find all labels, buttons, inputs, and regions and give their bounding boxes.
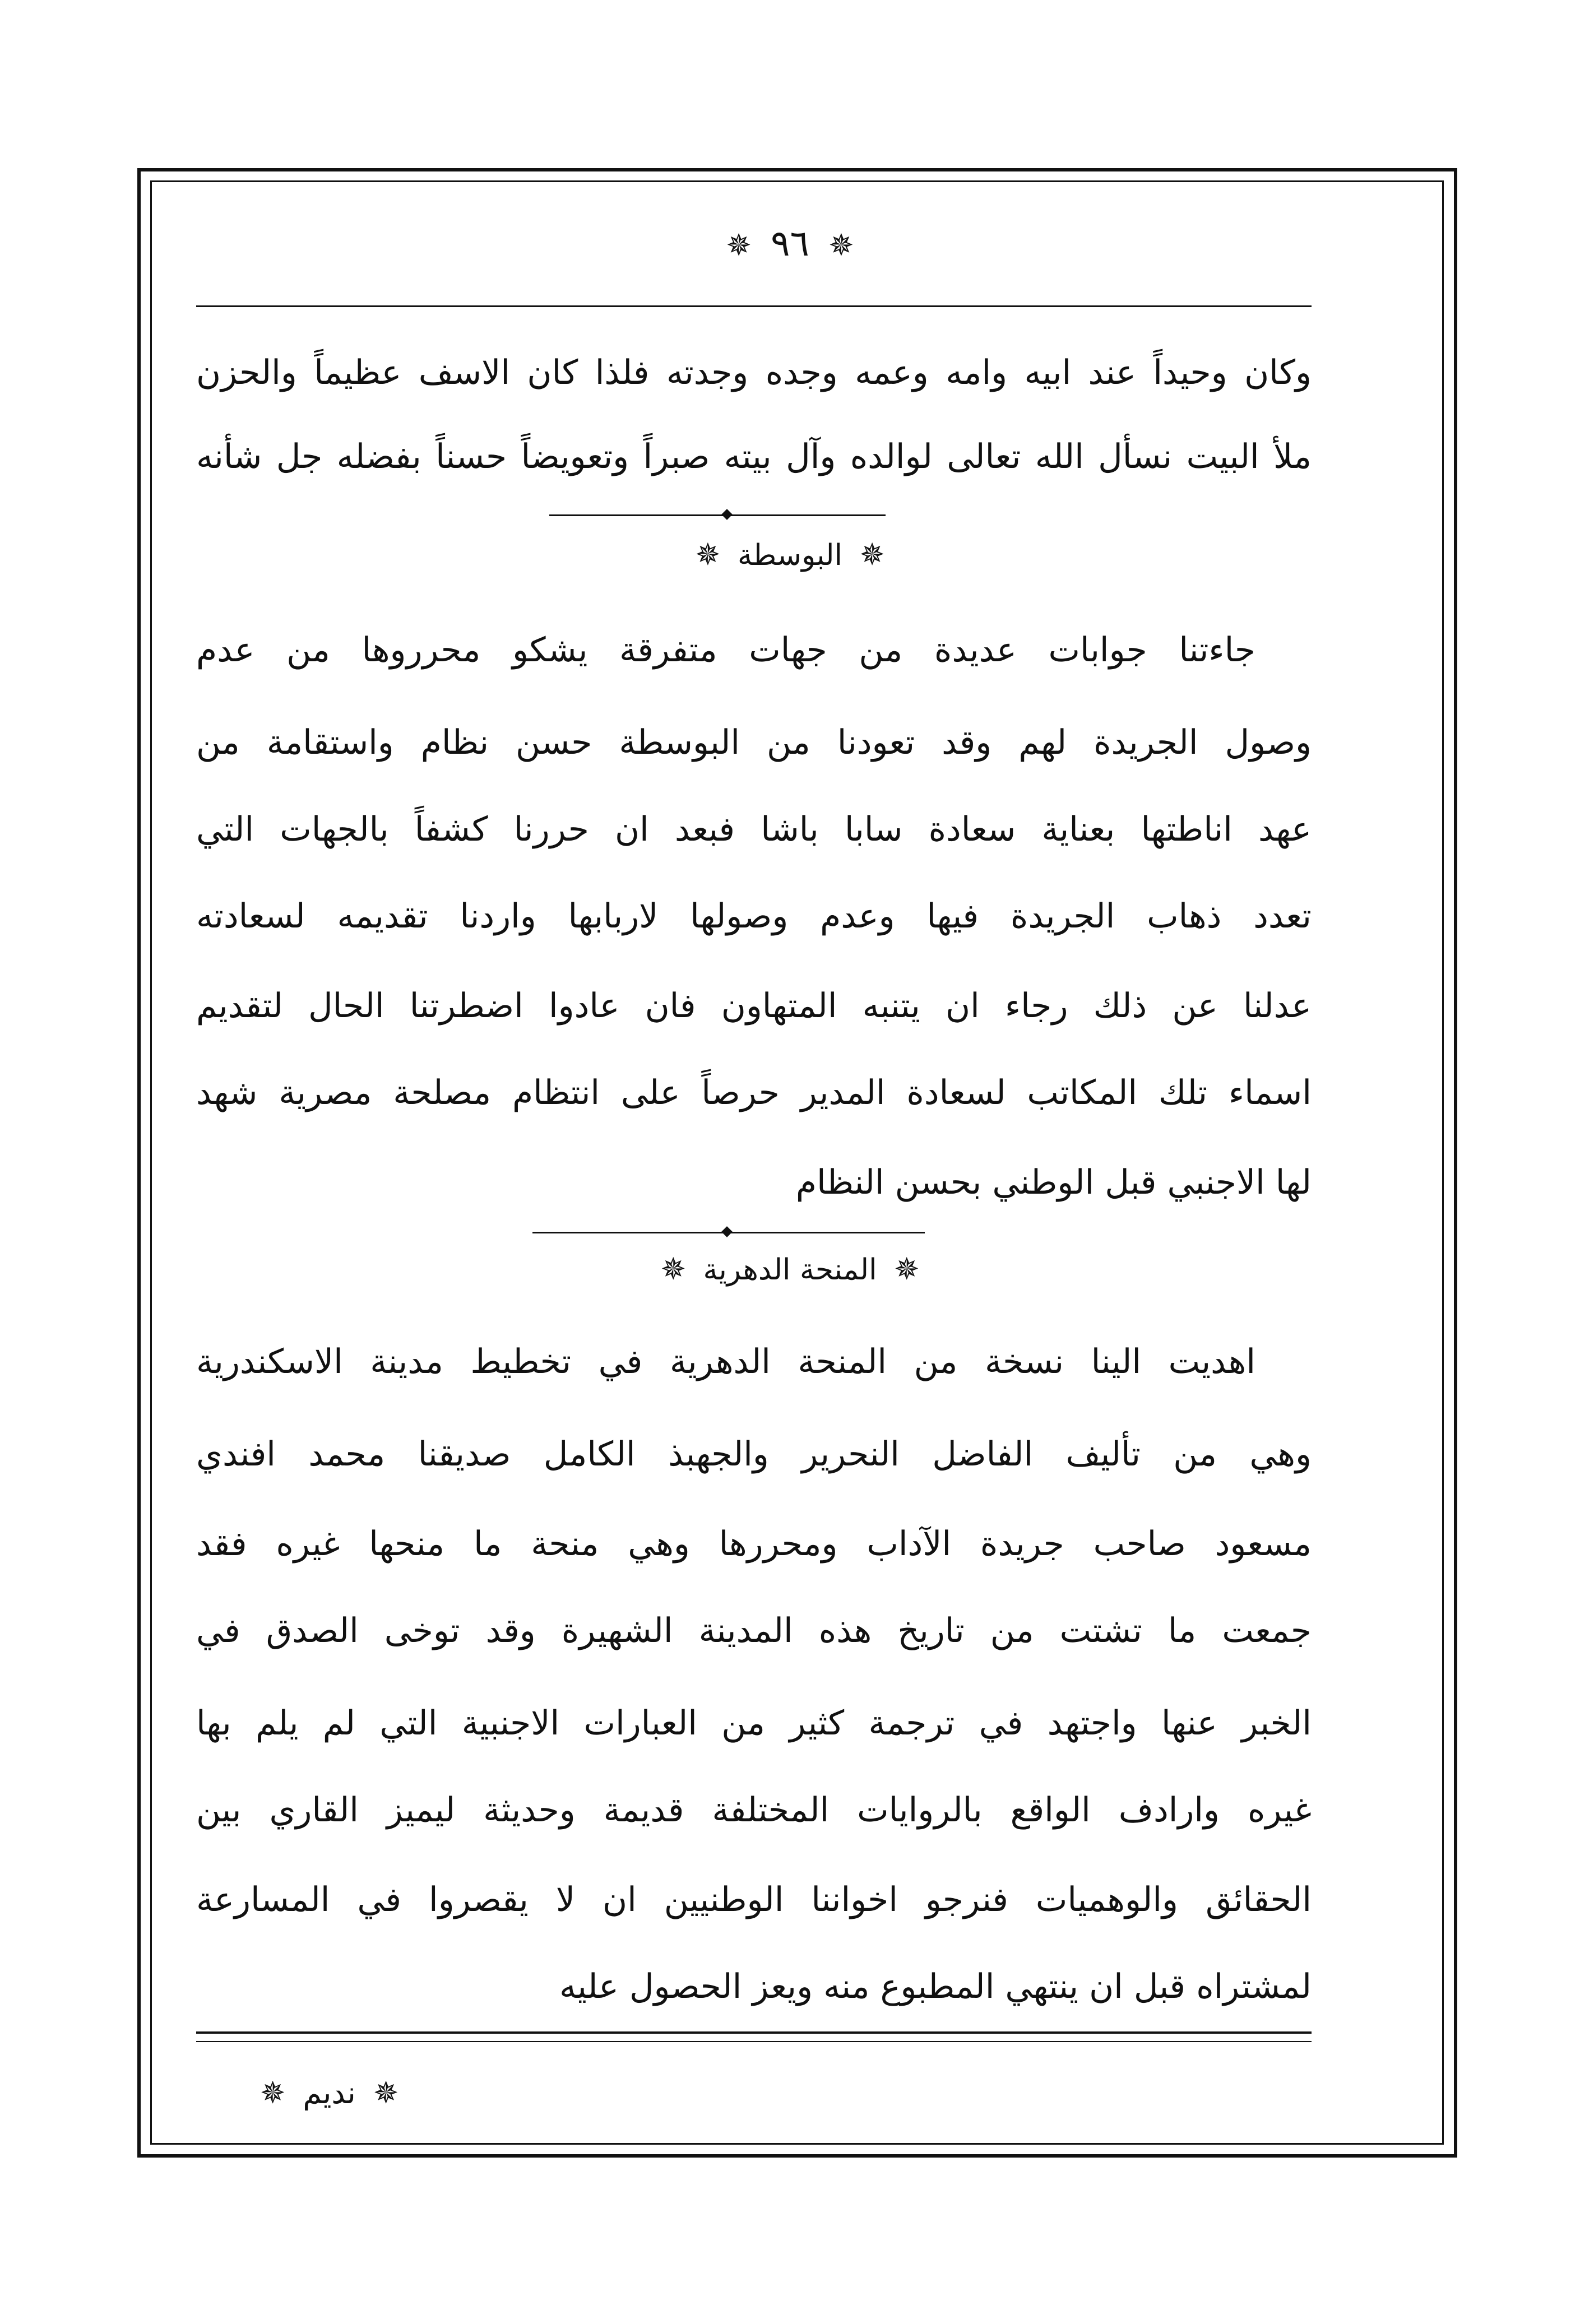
header-rule bbox=[196, 305, 1312, 307]
signature bbox=[252, 2071, 406, 2116]
paragraph-line: عهد اناطتها بعناية سعادة سابا باشا فبعد ان حررنا كشفاً بالجهات التي bbox=[196, 810, 1312, 849]
paragraph-line: غيره وارادف الواقع بالروايات المختلفة قديمة وحديثة ليميز القاري بين bbox=[196, 1790, 1312, 1830]
footer-rule-top bbox=[196, 2031, 1312, 2034]
ornament-icon: ✵ bbox=[373, 2075, 399, 2110]
paragraph-line: اهديت الينا نسخة من المنحة الدهرية في تخطيط مدينة الاسكندرية bbox=[196, 1342, 1255, 1381]
section-title-text: المنحة الدهرية bbox=[703, 1253, 877, 1287]
ornament-icon: ✵ bbox=[726, 228, 752, 263]
paragraph-line: الحقائق والوهميات فنرجو اخواننا الوطنيين ان لا يقصروا في المسارعة bbox=[196, 1880, 1312, 1919]
paragraph-line: لمشتراه قبل ان ينتهي المطبوع منه ويعز الحصول عليه bbox=[559, 1967, 1312, 2006]
paragraph-line: لها الاجنبي قبل الوطني بحسن النظام bbox=[795, 1163, 1312, 1202]
paragraph-line: مسعود صاحب جريدة الآداب ومحررها وهي منحة ما منحها غيره فقد bbox=[196, 1524, 1312, 1564]
ornament-icon: ✵ bbox=[660, 1251, 686, 1287]
ornament-icon: ✵ bbox=[894, 1251, 920, 1287]
page-number-text: ٩٦ bbox=[771, 223, 809, 265]
paragraph-line: وصول الجريدة لهم وقد تعودنا من البوسطة حسن نظام واستقامة من bbox=[196, 723, 1312, 762]
intro-line: وكان وحيداً عند ابيه وامه وعمه وجده وجدته فلذا كان الاسف عظيماً والحزن bbox=[196, 353, 1312, 392]
paragraph-line: جمعت ما تشتت من تاريخ هذه المدينة الشهيرة وقد توخى الصدق في bbox=[196, 1611, 1312, 1650]
paragraph-line: الخبر عنها واجتهد في ترجمة كثير من العبارات الاجنبية التي لم يلم بها bbox=[196, 1704, 1312, 1743]
paragraph-line: وهي من تأليف الفاضل النحرير والجهبذ الكامل صديقنا محمد افندي bbox=[196, 1435, 1312, 1474]
paragraph-line: عدلنا عن ذلك رجاء ان يتنبه المتهاون فان عادوا اضطرتنا الحال لتقديم bbox=[196, 986, 1312, 1026]
paragraph-line: جاءتنا جوابات عديدة من جهات متفرقة يشكو محرروها من عدم bbox=[196, 630, 1255, 670]
section-title-minha bbox=[0, 1247, 1580, 1292]
ornament-icon: ✵ bbox=[828, 228, 854, 263]
intro-line: ملأ البيت نسأل الله تعالى لوالده وآل بيته صبراً وتعويضاً حسناً بفضله جل شأنه bbox=[196, 437, 1312, 476]
paragraph-line: اسماء تلك المكاتب لسعادة المدير حرصاً على انتظام مصلحة مصرية شهد bbox=[196, 1073, 1312, 1112]
page-number bbox=[0, 221, 1580, 268]
signature-text: نديم bbox=[303, 2075, 356, 2110]
footer-rule-bottom bbox=[196, 2041, 1312, 2042]
section-divider bbox=[549, 514, 886, 516]
ornament-icon: ✵ bbox=[695, 537, 721, 572]
section-title-text: البوسطة bbox=[738, 539, 842, 572]
section-title-bosta bbox=[0, 532, 1580, 578]
ornament-icon: ✵ bbox=[260, 2075, 286, 2110]
ornament-icon: ✵ bbox=[859, 537, 885, 572]
paragraph-line: تعدد ذهاب الجريدة فيها وعدم وصولها لاربابها واردنا تقديمه لسعادته bbox=[196, 897, 1312, 936]
